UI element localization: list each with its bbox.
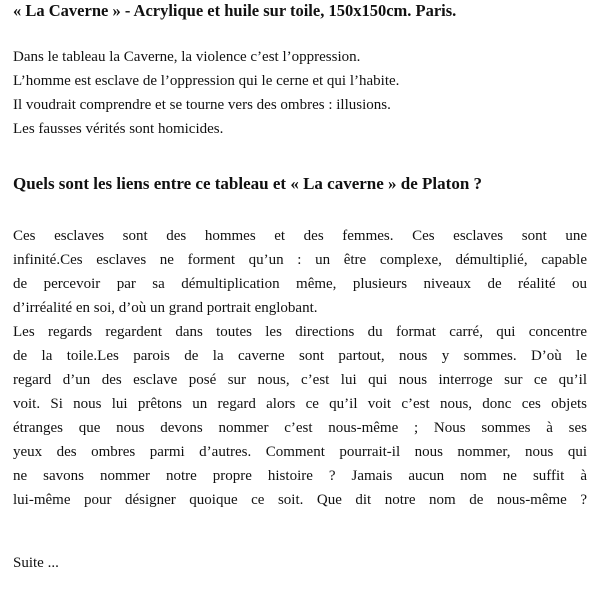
- body-line: ne savons nommer notre propre histoire ? Jamais aucun nom ne suffit à: [13, 468, 587, 484]
- body-line: d’irréalité en soi, d’où un grand portrait englobant.: [13, 300, 318, 316]
- intro-line: Dans le tableau la Caverne, la violence c’est l’oppression.: [13, 49, 361, 65]
- body-line: regard d’un des esclave posé sur nous, c’est lui qui nous interroge sur ce qu’il: [13, 372, 587, 388]
- intro-line: Il voudrait comprendre et se tourne vers des ombres : illusions.: [13, 97, 391, 113]
- intro-line: Les fausses vérités sont homicides.: [13, 121, 224, 137]
- intro-paragraph: [13, 45, 399, 141]
- body-line: voit. Si nous lui prêtons un regard alors ce qu’il voit c’est nous, donc ces objets: [13, 396, 587, 412]
- body-line: de percevoir par sa démultiplication même, plusieurs niveaux de réalité ou: [13, 276, 587, 292]
- section-heading: Quels sont les liens entre ce tableau et « La caverne » de Platon ?: [13, 174, 483, 193]
- body-line: Les regards regardent dans toutes les directions du format carré, qui concentre: [13, 324, 587, 340]
- body-line: Ces esclaves sont des hommes et des femmes. Ces esclaves sont une: [13, 228, 587, 244]
- body-line: de la toile.Les parois de la caverne sont partout, nous y sommes. D’où le: [13, 348, 587, 364]
- body-line: yeux des ombres parmi d’autres. Comment pourrait-il nous nommer, nous qui: [13, 444, 587, 460]
- document-title: « La Caverne » - Acrylique et huile sur toile, 150x150cm. Paris.: [13, 1, 457, 20]
- continuation-text: Suite ...: [13, 555, 59, 571]
- intro-line: L’homme est esclave de l’oppression qui le cerne et qui l’habite.: [13, 73, 400, 89]
- body-paragraph: [13, 224, 587, 512]
- body-line: lui-même pour désigner quoique ce soit. Que dit notre nom de nous-même ?: [13, 492, 587, 508]
- body-line: étranges que nous devons nommer c’est nous-même ; Nous sommes à ses: [13, 420, 587, 436]
- body-line: infinité.Ces esclaves ne forment qu’un : un être complexe, démultiplié, capable: [13, 252, 587, 268]
